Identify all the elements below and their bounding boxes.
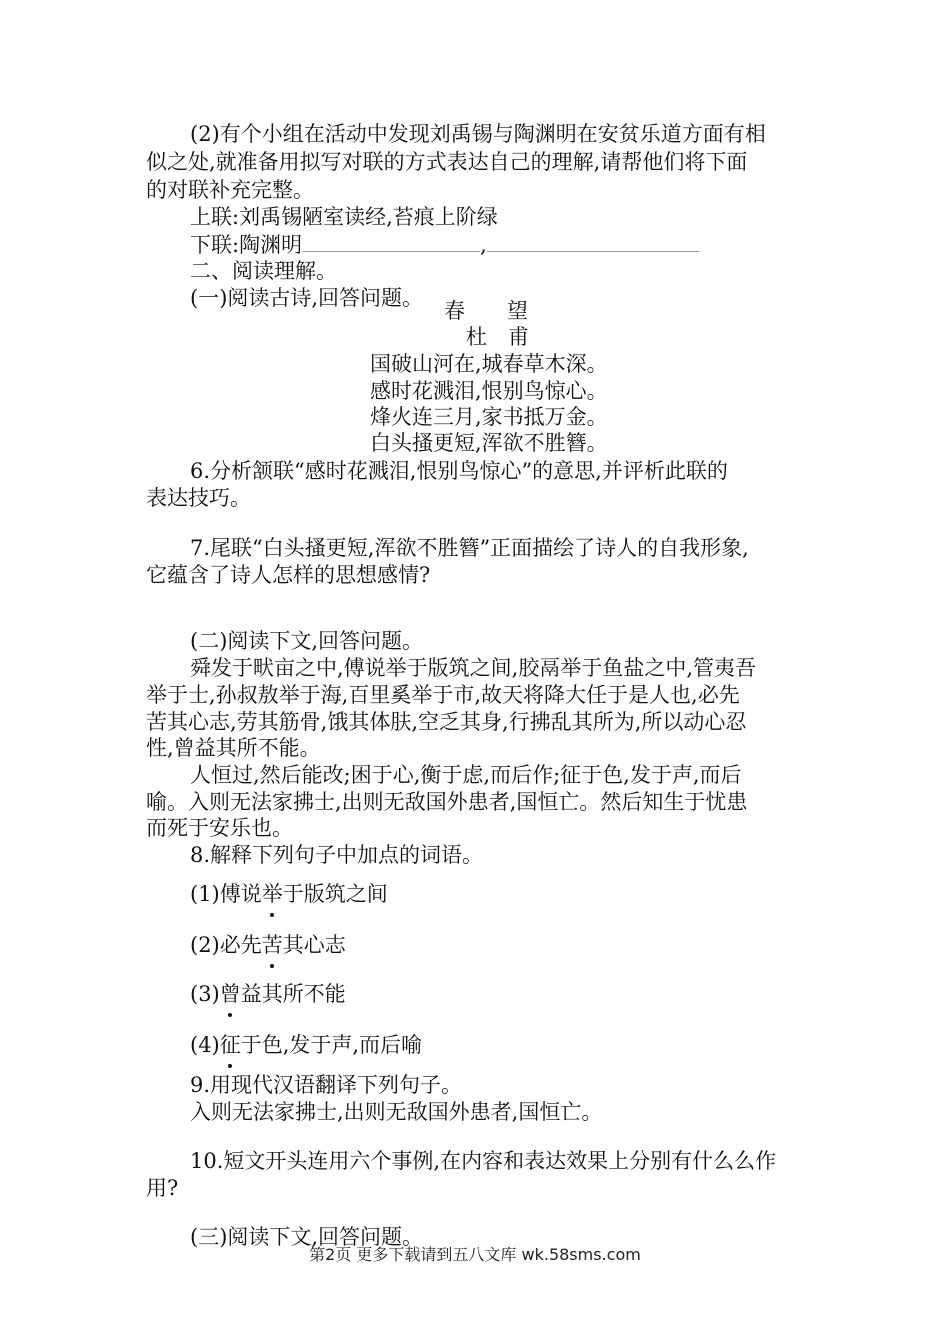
dotted-word: 征 — [220, 1030, 241, 1060]
dotted-word: 举 — [262, 879, 283, 909]
dotted-word: 苦 — [262, 930, 283, 960]
couplet-lower-label: 下联:陶渊明 — [190, 233, 303, 257]
passage-line: 性,曾益其所不能。 — [146, 736, 321, 760]
couplet-separator: , — [480, 233, 487, 257]
question-10-line-2: 用? — [146, 1176, 179, 1200]
couplet-blank-1[interactable] — [302, 229, 480, 252]
q2-line-1: (2)有个小组在活动中发现刘禹锡与陶渊明在安贫乐道方面有相 — [190, 122, 766, 146]
poem-author: 杜 甫 — [466, 325, 529, 349]
couplet-blank-2[interactable] — [487, 229, 699, 252]
question-9-line-1: 9.用现代汉语翻译下列句子。 — [190, 1073, 463, 1097]
question-8-item-3: (3)曾益其所不能 — [190, 979, 346, 1009]
question-6-line-1: 6.分析颔联“感时花溅泪,恨别鸟惊心”的意思,并评析此联的 — [190, 459, 728, 483]
page-footer: 第2页 更多下载请到五八文库 wk.58sms.com — [309, 1245, 641, 1264]
question-8-item-4: (4)征于色,发于声,而后喻 — [190, 1030, 422, 1060]
poem-line: 感时花溅泪,恨别鸟惊心。 — [370, 379, 608, 403]
dotted-word: 曾 — [220, 979, 241, 1009]
question-7-line-1: 7.尾联“白头搔更短,浑欲不胜簪”正面描绘了诗人的自我形象, — [190, 536, 749, 560]
question-7-line-2: 它蕴含了诗人怎样的思想感情? — [146, 563, 431, 587]
passage-line: 举于士,孙叔敖举于海,百里奚举于市,故天将降大任于是人也,必先 — [146, 683, 740, 707]
part-1-heading: (一)阅读古诗,回答问题。 — [190, 286, 424, 310]
question-9-line-2: 入则无法家拂士,出则无敌国外患者,国恒亡。 — [190, 1100, 603, 1124]
part-2-heading: (二)阅读下文,回答问题。 — [190, 629, 424, 653]
passage-line: 舜发于畎亩之中,傅说举于版筑之间,胶鬲举于鱼盐之中,管夷吾 — [190, 656, 757, 680]
passage-line: 人恒过,然后能改;困于心,衡于虑,而后作;征于色,发于声,而后 — [190, 763, 742, 787]
question-10-line-1: 10.短文开头连用六个事例,在内容和表达效果上分别有什么么作 — [190, 1149, 777, 1173]
couplet-upper: 上联:刘禹锡陋室读经,苔痕上阶绿 — [190, 205, 498, 229]
passage-line: 苦其心志,劳其筋骨,饿其体肤,空乏其身,行拂乱其所为,所以动心忍 — [146, 710, 747, 734]
q2-line-2: 似之处,就准备用拟写对联的方式表达自己的理解,请帮他们将下面 — [146, 150, 748, 174]
poem-title: 春 望 — [444, 299, 528, 323]
question-8-item-2: (2)必先苦其心志 — [190, 930, 346, 960]
part-3-heading: (三)阅读下文,回答问题。 — [190, 1225, 424, 1249]
section-2-title: 二、阅读理解。 — [190, 259, 337, 283]
question-6-line-2: 表达技巧。 — [146, 486, 251, 510]
poem-line: 国破山河在,城春草木深。 — [370, 352, 608, 376]
question-8-item-1: (1)傅说举于版筑之间 — [190, 879, 388, 909]
question-8: 8.解释下列句子中加点的词语。 — [190, 843, 484, 867]
passage-line: 喻。入则无法家拂士,出则无敌国外患者,国恒亡。然后知生于忧患 — [146, 790, 748, 814]
poem-line: 烽火连三月,家书抵万金。 — [370, 405, 608, 429]
poem-line: 白头搔更短,浑欲不胜簪。 — [370, 431, 608, 455]
passage-line: 而死于安乐也。 — [146, 816, 293, 840]
q2-line-3: 的对联补充完整。 — [146, 178, 314, 202]
